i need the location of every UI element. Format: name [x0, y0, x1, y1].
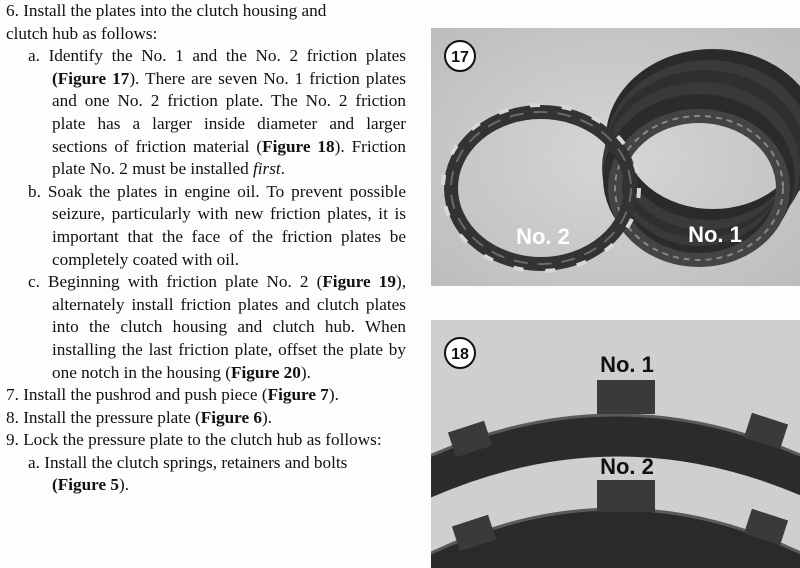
- step-6a-rest: ). There are seven No. 1 friction plates and one No. 2 friction plate. The No. 2 friction plate has a larger inside diameter and larger sections of friction material (: [52, 68, 406, 156]
- step-7: 7. Install the pushrod and push piece (Figure 7).: [6, 385, 339, 405]
- step-9a: a. Install the clutch springs, retainers and bolts (Figure 5).: [28, 452, 348, 495]
- step-6a: a. Identify the No. 1 and the No. 2 friction plates (Figure 17). There are seven No. 1 friction plates and one No. 2 friction plate. The No. 2 friction plate has a larger inside diameter and larger sections of friction material (Figure 18). Friction plate No. 2 must be installed first.: [28, 46, 406, 179]
- label-no1-top: No. 1: [600, 352, 654, 377]
- step-6a-text: a. Identify the No. 1 and the No. 2 friction plates: [28, 46, 406, 66]
- figure-17-photo: [431, 28, 800, 286]
- figure-18-photo: [431, 320, 800, 568]
- step-8: 8. Install the pressure plate (Figure 6).: [6, 407, 273, 427]
- figure-ref-18: Figure 18: [262, 136, 335, 156]
- manual-text-column: [6, 0, 406, 497]
- figure-ref-19: Figure 19: [322, 272, 396, 292]
- step-6-line2: clutch hub as follows:: [6, 23, 158, 43]
- figure-ref-6: Figure 6: [200, 407, 262, 427]
- figure-ref-20: Figure 20: [231, 362, 301, 382]
- figure-ref-5: (Figure 5: [52, 475, 119, 495]
- emphasis-first: first: [252, 159, 281, 179]
- label-no2: No. 2: [516, 224, 570, 249]
- label-no2-bottom: No. 2: [600, 454, 654, 479]
- figure-18-badge: 18: [451, 346, 469, 363]
- figure-ref-17: (Figure 17: [52, 68, 130, 88]
- step-6: [6, 0, 406, 45]
- step-9: 9. Lock the pressure plate to the clutch hub as follows:: [6, 430, 382, 450]
- step-6-line1: 6. Install the plates into the clutch housing and: [6, 1, 327, 20]
- figure-ref-7: Figure 7: [267, 385, 329, 405]
- figure-17-badge: 17: [451, 49, 469, 66]
- step-6b: b. Soak the plates in engine oil. To prevent possible seizure, particularly with new friction plates, it is important that the face of the friction plates be completely coated with oil.: [28, 181, 406, 269]
- label-no1: No. 1: [688, 222, 742, 247]
- step-6c: c. Beginning with friction plate No. 2 (Figure 19), alternately install friction plates and clutch plates into the clutch housing and clutch hub. When installing the last friction plate, offset the plate by one notch in the housing (Figure 20).: [28, 272, 406, 382]
